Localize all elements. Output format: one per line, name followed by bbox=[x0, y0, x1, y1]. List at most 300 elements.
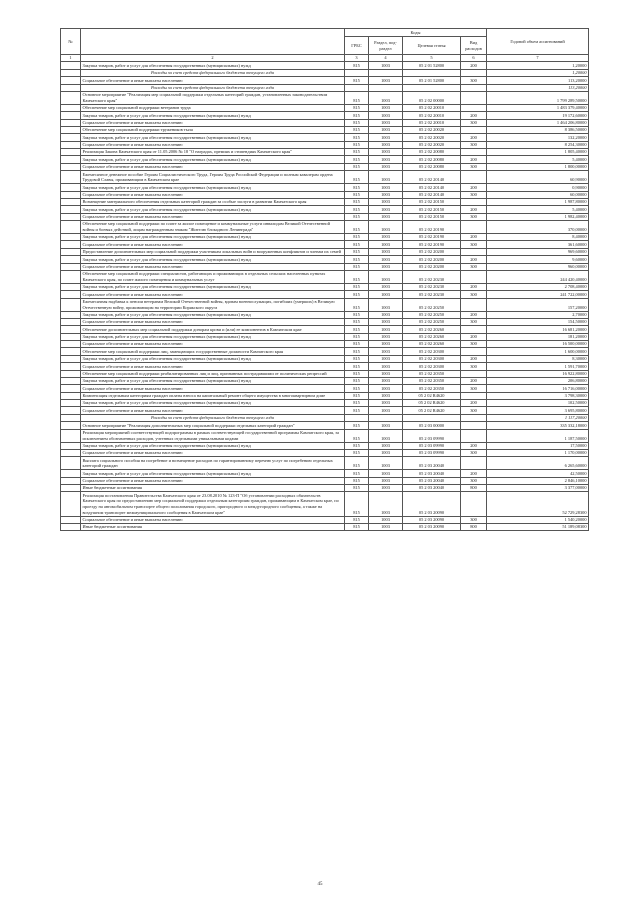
row-vid-cell bbox=[461, 221, 487, 234]
row-amount-cell: 1 600,00000 bbox=[487, 348, 589, 355]
row-grbs-cell: 815 bbox=[345, 422, 369, 429]
row-target-cell: 05 2 03 20040 bbox=[403, 457, 461, 470]
row-number-cell bbox=[61, 516, 81, 523]
row-amount-cell: 113,20000 bbox=[487, 77, 589, 84]
row-razdel-cell: 1003 bbox=[369, 104, 403, 111]
row-amount-cell: 16 922,80000 bbox=[487, 370, 589, 377]
row-grbs-cell: 815 bbox=[345, 477, 369, 484]
table-row bbox=[61, 291, 589, 298]
row-razdel-cell: 1003 bbox=[369, 400, 403, 407]
table-row bbox=[61, 163, 589, 170]
column-number: 4 bbox=[369, 55, 403, 62]
row-razdel-cell: 1003 bbox=[369, 156, 403, 163]
table-row bbox=[61, 470, 589, 477]
table-row bbox=[61, 77, 589, 84]
row-number-cell bbox=[61, 348, 81, 355]
row-amount-cell: 8 386,50000 bbox=[487, 126, 589, 133]
row-name-cell: Социальное обеспечение и иные выплаты населению bbox=[81, 385, 345, 392]
row-target-cell: 05 2 03 09990 bbox=[403, 449, 461, 456]
row-name-cell: Закупка товаров, работ и услуг для обеспечения государственных (муниципальных) нужд bbox=[81, 256, 345, 263]
row-name-cell: Расходы за счет средств федерального бюджета текущего года bbox=[81, 414, 345, 421]
row-grbs-cell: 815 bbox=[345, 485, 369, 492]
row-target-cell: 05 2 02 20140 bbox=[403, 184, 461, 191]
table-row bbox=[61, 256, 589, 263]
row-target-cell: 05 2 02 20190 bbox=[403, 241, 461, 248]
row-target-cell: 05 2 02 20300 bbox=[403, 363, 461, 370]
row-amount-cell: 16 716,00000 bbox=[487, 385, 589, 392]
row-grbs-cell: 815 bbox=[345, 213, 369, 220]
row-amount-cell: 17,50000 bbox=[487, 442, 589, 449]
row-vid-cell: 300 bbox=[461, 477, 487, 484]
row-vid-cell bbox=[461, 457, 487, 470]
row-number-cell bbox=[61, 126, 81, 133]
row-name-cell: Закупка товаров, работ и услуг для обеспечения государственных (муниципальных) нужд bbox=[81, 470, 345, 477]
row-number-cell bbox=[61, 341, 81, 348]
row-grbs-cell: 815 bbox=[345, 355, 369, 362]
row-grbs-cell: 815 bbox=[345, 241, 369, 248]
table-row bbox=[61, 198, 589, 205]
header-num: № bbox=[61, 29, 81, 55]
row-name-cell: Закупка товаров, работ и услуг для обеспечения государственных (муниципальных) нужд bbox=[81, 184, 345, 191]
row-target-cell: 05 2 02 20200 bbox=[403, 256, 461, 263]
row-vid-cell bbox=[461, 492, 487, 516]
row-amount-cell: 3 377,00000 bbox=[487, 485, 589, 492]
table-row bbox=[61, 241, 589, 248]
row-target-cell: 05 2 02 20140 bbox=[403, 191, 461, 198]
row-name-cell: Закупка товаров, работ и услуг для обеспечения государственных (муниципальных) нужд bbox=[81, 234, 345, 241]
row-number-cell bbox=[61, 283, 81, 290]
row-vid-cell: 200 bbox=[461, 355, 487, 362]
row-razdel-cell: 1003 bbox=[369, 385, 403, 392]
row-grbs-cell: 815 bbox=[345, 392, 369, 399]
table-row bbox=[61, 523, 589, 530]
row-name-cell: Закупка товаров, работ и услуг для обеспечения государственных (муниципальных) нужд bbox=[81, 377, 345, 384]
row-razdel-cell: 1003 bbox=[369, 429, 403, 442]
row-number-cell bbox=[61, 311, 81, 318]
row-number-cell bbox=[61, 370, 81, 377]
row-amount-cell: 102,50000 bbox=[487, 400, 589, 407]
row-grbs-cell: 815 bbox=[345, 149, 369, 156]
table-row bbox=[61, 341, 589, 348]
table-row bbox=[61, 84, 589, 91]
table-row bbox=[61, 385, 589, 392]
row-vid-cell bbox=[461, 422, 487, 429]
row-number-cell bbox=[61, 429, 81, 442]
row-name-cell: Социальное обеспечение и иные выплаты населению bbox=[81, 363, 345, 370]
row-amount-cell: 6 265,60000 bbox=[487, 457, 589, 470]
row-target-cell: 05 2 02 20250 bbox=[403, 318, 461, 325]
row-amount-cell: 8,30000 bbox=[487, 355, 589, 362]
row-amount-cell: 8,40000 bbox=[487, 234, 589, 241]
row-amount-cell: 2 846,10000 bbox=[487, 477, 589, 484]
header-grbs: ГРБС bbox=[345, 37, 369, 55]
row-razdel-cell: 1003 bbox=[369, 198, 403, 205]
row-razdel-cell: 1003 bbox=[369, 206, 403, 213]
row-target-cell: 05 2 02 20250 bbox=[403, 311, 461, 318]
row-grbs-cell: 815 bbox=[345, 470, 369, 477]
table-row bbox=[61, 318, 589, 325]
row-name-cell: Закупка товаров, работ и услуг для обеспечения государственных (муниципальных) нужд bbox=[81, 206, 345, 213]
row-vid-cell: 800 bbox=[461, 523, 487, 530]
table-row bbox=[61, 91, 589, 104]
row-name-cell: Социальное обеспечение и иные выплаты населению bbox=[81, 213, 345, 220]
row-target-cell: 05 2 03 09990 bbox=[403, 442, 461, 449]
row-number-cell bbox=[61, 442, 81, 449]
row-target-cell: 05 2 02 20350 bbox=[403, 385, 461, 392]
row-name-cell: Реализация мероприятий соответствующей подпрограммы в рамках соответствующей государственной программы Камчатского края, за исключением обозначенных расходов, учтенных отдельными уникальными кодами bbox=[81, 429, 345, 442]
row-name-cell: Закупка товаров, работ и услуг для обеспечения государственных (муниципальных) нужд bbox=[81, 112, 345, 119]
row-vid-cell: 300 bbox=[461, 141, 487, 148]
row-target-cell: 05 2 02 20250 bbox=[403, 298, 461, 311]
header-codes: Коды bbox=[345, 29, 487, 37]
header-target: Целевая статья bbox=[403, 37, 461, 55]
row-target-cell: 05 2 02 00000 bbox=[403, 91, 461, 104]
row-number-cell bbox=[61, 256, 81, 263]
row-target-cell: 05 2 02 20260 bbox=[403, 326, 461, 333]
row-amount-cell: 1 540,20000 bbox=[487, 516, 589, 523]
row-amount-cell: 132,20000 bbox=[487, 134, 589, 141]
row-grbs-cell bbox=[345, 414, 369, 421]
row-target-cell: 05 2 02 20190 bbox=[403, 221, 461, 234]
row-name-cell: Социальное обеспечение и иные выплаты населению bbox=[81, 77, 345, 84]
row-name-cell: Закупка товаров, работ и услуг для обеспечения государственных (муниципальных) нужд bbox=[81, 134, 345, 141]
row-number-cell bbox=[61, 104, 81, 111]
table-row bbox=[61, 477, 589, 484]
row-name-cell: Социальное обеспечение и иные выплаты населению bbox=[81, 291, 345, 298]
row-amount-cell: 60,90000 bbox=[487, 171, 589, 184]
row-target-cell: 05 2 02 20200 bbox=[403, 263, 461, 270]
table-row bbox=[61, 348, 589, 355]
row-amount-cell: 157,20000 bbox=[487, 298, 589, 311]
row-amount-cell: 181,20000 bbox=[487, 333, 589, 340]
row-amount-cell: 113,20000 bbox=[487, 84, 589, 91]
row-vid-cell bbox=[461, 370, 487, 377]
row-vid-cell: 300 bbox=[461, 341, 487, 348]
row-name-cell: Закупка товаров, работ и услуг для обеспечения государственных (муниципальных) нужд bbox=[81, 311, 345, 318]
table-row bbox=[61, 516, 589, 523]
row-name-cell: Реализация постановления Правительства Камчатского края от 23.08.2010 № 123-П "Об установлении расходных обязательств Камчатского края по предоставлению мер социальной поддержки отдельным категориям граждан, проживающим в Камчатском крае, по проезду на автомобильном транспорте общего пользования городского, пригородного и междугородного сообщения, а также на воздушном транспорте межмуниципального сообщения в Камчатском крае" bbox=[81, 492, 345, 516]
row-grbs-cell: 815 bbox=[345, 62, 369, 69]
row-razdel-cell: 1003 bbox=[369, 422, 403, 429]
row-grbs-cell: 815 bbox=[345, 442, 369, 449]
row-number-cell bbox=[61, 112, 81, 119]
row-target-cell: 05 2 03 20040 bbox=[403, 477, 461, 484]
row-razdel-cell: 1003 bbox=[369, 470, 403, 477]
row-number-cell bbox=[61, 392, 81, 399]
row-razdel-cell: 1003 bbox=[369, 485, 403, 492]
row-target-cell: 05 2 02 20020 bbox=[403, 126, 461, 133]
row-number-cell bbox=[61, 234, 81, 241]
row-number-cell bbox=[61, 355, 81, 362]
row-vid-cell: 800 bbox=[461, 485, 487, 492]
row-razdel-cell: 1003 bbox=[369, 134, 403, 141]
header-name bbox=[81, 29, 345, 55]
column-number: 2 bbox=[81, 55, 345, 62]
row-name-cell: Реализация Закона Камчатского края от 11.05.2006 № 18 "О наградах, премиях и стипендиях Камчатского края" bbox=[81, 149, 345, 156]
row-number-cell bbox=[61, 414, 81, 421]
table-row bbox=[61, 112, 589, 119]
row-name-cell: Иные бюджетные ассигнования bbox=[81, 523, 345, 530]
row-amount-cell: 370,00000 bbox=[487, 221, 589, 234]
row-vid-cell bbox=[461, 326, 487, 333]
row-name-cell: Предоставление дополнительных мер социальной поддержки участникам локальных войн и вооруженных конфликтов и членам их семей bbox=[81, 248, 345, 255]
row-vid-cell: 200 bbox=[461, 134, 487, 141]
row-razdel-cell: 1003 bbox=[369, 171, 403, 184]
row-amount-cell: 1 187,50000 bbox=[487, 429, 589, 442]
row-number-cell bbox=[61, 326, 81, 333]
row-number-cell bbox=[61, 407, 81, 414]
row-razdel-cell: 1003 bbox=[369, 126, 403, 133]
row-target-cell: 05 2 02 20150 bbox=[403, 213, 461, 220]
row-razdel-cell: 1003 bbox=[369, 377, 403, 384]
row-vid-cell bbox=[461, 298, 487, 311]
row-target-cell: 05 2 02 20260 bbox=[403, 341, 461, 348]
row-name-cell: Ежемесячная надбавка к пенсии ветеранам Великой Отечественной войны, вдовам военнослужащих, погибших (умерших) в Великую Отечественную войну, проживающим на территории Корякского округа bbox=[81, 298, 345, 311]
row-grbs-cell: 815 bbox=[345, 385, 369, 392]
row-amount-cell: 1 591,70000 bbox=[487, 363, 589, 370]
row-target-cell: 05 2 03 20040 bbox=[403, 470, 461, 477]
row-vid-cell: 300 bbox=[461, 516, 487, 523]
row-vid-cell: 200 bbox=[461, 234, 487, 241]
row-vid-cell: 300 bbox=[461, 385, 487, 392]
row-target-cell bbox=[403, 69, 461, 76]
row-razdel-cell: 1003 bbox=[369, 523, 403, 530]
row-name-cell: Социальное обеспечение и иные выплаты населению bbox=[81, 477, 345, 484]
row-target-cell: 05 2 03 20090 bbox=[403, 492, 461, 516]
row-number-cell bbox=[61, 62, 81, 69]
row-name-cell: Компенсация отдельным категориям граждан оплаты взноса на капитальный ремонт общего имущества в многоквартирном доме bbox=[81, 392, 345, 399]
table-row bbox=[61, 429, 589, 442]
row-amount-cell: 0,90000 bbox=[487, 184, 589, 191]
row-amount-cell: 5,40000 bbox=[487, 206, 589, 213]
row-number-cell bbox=[61, 221, 81, 234]
row-name-cell: Социальное обеспечение и иные выплаты населению bbox=[81, 141, 345, 148]
table-row bbox=[61, 221, 589, 234]
row-razdel-cell: 1003 bbox=[369, 442, 403, 449]
table-row bbox=[61, 171, 589, 184]
row-amount-cell: 16 681,20000 bbox=[487, 326, 589, 333]
row-name-cell: Возмещение материального обеспечения отдельных категорий граждан за особые заслуги в развитии Камчатского края bbox=[81, 198, 345, 205]
table-row bbox=[61, 414, 589, 421]
row-grbs-cell: 815 bbox=[345, 126, 369, 133]
table-header bbox=[61, 29, 589, 62]
row-grbs-cell: 815 bbox=[345, 311, 369, 318]
row-grbs-cell: 815 bbox=[345, 449, 369, 456]
column-number: 6 bbox=[461, 55, 487, 62]
row-vid-cell: 200 bbox=[461, 112, 487, 119]
table-row bbox=[61, 355, 589, 362]
row-razdel-cell: 1003 bbox=[369, 270, 403, 283]
row-razdel-cell: 1003 bbox=[369, 234, 403, 241]
row-number-cell bbox=[61, 213, 81, 220]
row-vid-cell: 200 bbox=[461, 311, 487, 318]
row-number-cell bbox=[61, 163, 81, 170]
row-razdel-cell: 1003 bbox=[369, 311, 403, 318]
row-amount-cell: 2,70000 bbox=[487, 311, 589, 318]
row-grbs-cell: 815 bbox=[345, 198, 369, 205]
row-vid-cell bbox=[461, 392, 487, 399]
row-grbs-cell: 815 bbox=[345, 341, 369, 348]
row-amount-cell: 9,60000 bbox=[487, 256, 589, 263]
table-row bbox=[61, 184, 589, 191]
row-amount-cell: 16 500,00000 bbox=[487, 341, 589, 348]
row-name-cell: Расходы за счет средств федерального бюджета текущего года bbox=[81, 69, 345, 76]
table-row bbox=[61, 333, 589, 340]
row-target-cell: 05 2 02 20230 bbox=[403, 270, 461, 283]
row-target-cell: 05 2 02 20020 bbox=[403, 134, 461, 141]
row-amount-cell: 1 982,40000 bbox=[487, 213, 589, 220]
budget-table-sheet bbox=[60, 28, 588, 531]
row-number-cell bbox=[61, 422, 81, 429]
row-number-cell bbox=[61, 206, 81, 213]
row-target-cell: 05 2 02 20150 bbox=[403, 198, 461, 205]
row-vid-cell: 200 bbox=[461, 400, 487, 407]
table-row bbox=[61, 422, 589, 429]
row-vid-cell: 200 bbox=[461, 156, 487, 163]
row-amount-cell: 1 170,00000 bbox=[487, 449, 589, 456]
table-row bbox=[61, 298, 589, 311]
row-number-cell bbox=[61, 270, 81, 283]
row-grbs-cell: 815 bbox=[345, 104, 369, 111]
table-row bbox=[61, 363, 589, 370]
row-number-cell bbox=[61, 385, 81, 392]
row-vid-cell bbox=[461, 348, 487, 355]
row-target-cell: 05 2 03 09990 bbox=[403, 429, 461, 442]
row-number-cell bbox=[61, 485, 81, 492]
row-grbs-cell: 815 bbox=[345, 156, 369, 163]
row-name-cell: Обеспечение дополнительных мер социальной поддержки донорам крови и (или) ее компонентов в Камчатском крае bbox=[81, 326, 345, 333]
row-number-cell bbox=[61, 84, 81, 91]
row-name-cell: Социальное обеспечение и иные выплаты населению bbox=[81, 407, 345, 414]
row-vid-cell bbox=[461, 198, 487, 205]
row-number-cell bbox=[61, 377, 81, 384]
row-name-cell: Обеспечение мер социальной поддержки ветеранов труда bbox=[81, 104, 345, 111]
row-number-cell bbox=[61, 523, 81, 530]
row-number-cell bbox=[61, 291, 81, 298]
column-number: 1 bbox=[61, 55, 81, 62]
row-grbs-cell: 815 bbox=[345, 516, 369, 523]
row-name-cell: Иные бюджетные ассигнования bbox=[81, 485, 345, 492]
row-target-cell: 05 2 02 R4620 bbox=[403, 400, 461, 407]
header-razdel: Раздел, под-раздел bbox=[369, 37, 403, 55]
row-number-cell bbox=[61, 248, 81, 255]
row-razdel-cell: 1003 bbox=[369, 191, 403, 198]
row-target-cell: 05 2 02 20020 bbox=[403, 141, 461, 148]
row-name-cell: Социальное обеспечение и иные выплаты населению bbox=[81, 516, 345, 523]
table-row bbox=[61, 206, 589, 213]
row-number-cell bbox=[61, 134, 81, 141]
row-vid-cell: 300 bbox=[461, 191, 487, 198]
row-grbs-cell: 815 bbox=[345, 248, 369, 255]
row-vid-cell: 300 bbox=[461, 77, 487, 84]
row-vid-cell: 200 bbox=[461, 470, 487, 477]
row-number-cell bbox=[61, 171, 81, 184]
row-amount-cell: 1 805,40000 bbox=[487, 149, 589, 156]
row-target-cell: 05 2 02 20300 bbox=[403, 348, 461, 355]
row-razdel-cell: 1003 bbox=[369, 184, 403, 191]
row-name-cell: Основное мероприятие "Реализация дополнительных мер социальной поддержки отдельных категорий граждан" bbox=[81, 422, 345, 429]
table-row bbox=[61, 69, 589, 76]
row-grbs-cell: 815 bbox=[345, 326, 369, 333]
row-grbs-cell: 815 bbox=[345, 134, 369, 141]
table-row bbox=[61, 407, 589, 414]
table-row bbox=[61, 311, 589, 318]
row-name-cell: Социальное обеспечение и иные выплаты населению bbox=[81, 318, 345, 325]
row-vid-cell: 300 bbox=[461, 363, 487, 370]
table-row bbox=[61, 126, 589, 133]
row-target-cell: 05 2 01 52800 bbox=[403, 62, 461, 69]
row-grbs-cell: 815 bbox=[345, 191, 369, 198]
row-vid-cell bbox=[461, 429, 487, 442]
row-vid-cell bbox=[461, 248, 487, 255]
row-vid-cell: 200 bbox=[461, 442, 487, 449]
row-number-cell bbox=[61, 400, 81, 407]
row-number-cell bbox=[61, 470, 81, 477]
row-name-cell: Закупка товаров, работ и услуг для обеспечения государственных (муниципальных) нужд bbox=[81, 62, 345, 69]
row-razdel-cell: 1003 bbox=[369, 91, 403, 104]
row-razdel-cell: 1003 bbox=[369, 213, 403, 220]
row-number-cell bbox=[61, 191, 81, 198]
row-vid-cell: 300 bbox=[461, 241, 487, 248]
row-target-cell: 05 2 01 52800 bbox=[403, 77, 461, 84]
row-amount-cell: 51 189,08300 bbox=[487, 523, 589, 530]
row-amount-cell: 1 800,00000 bbox=[487, 163, 589, 170]
table-row bbox=[61, 485, 589, 492]
row-target-cell: 05 2 03 20090 bbox=[403, 516, 461, 523]
row-amount-cell: 154,50000 bbox=[487, 318, 589, 325]
table-row bbox=[61, 263, 589, 270]
table-row bbox=[61, 283, 589, 290]
row-name-cell: Социальное обеспечение и иные выплаты населению bbox=[81, 241, 345, 248]
row-grbs-cell: 815 bbox=[345, 407, 369, 414]
row-name-cell: Выплата социального пособия на погребение и возмещение расходов по гарантированному перечню услуг по погребению отдельных категорий граждан bbox=[81, 457, 345, 470]
row-amount-cell: 1,20000 bbox=[487, 69, 589, 76]
row-grbs-cell: 815 bbox=[345, 363, 369, 370]
row-vid-cell bbox=[461, 414, 487, 421]
row-amount-cell: 960,00000 bbox=[487, 263, 589, 270]
row-number-cell bbox=[61, 477, 81, 484]
row-vid-cell bbox=[461, 84, 487, 91]
row-grbs-cell: 815 bbox=[345, 377, 369, 384]
row-razdel-cell: 1003 bbox=[369, 119, 403, 126]
column-number: 7 bbox=[487, 55, 589, 62]
row-name-cell: Обеспечение мер социальной поддержки тружеников тыла bbox=[81, 126, 345, 133]
row-number-cell bbox=[61, 492, 81, 516]
table-row bbox=[61, 213, 589, 220]
table-row bbox=[61, 248, 589, 255]
table-row bbox=[61, 392, 589, 399]
row-razdel-cell: 1003 bbox=[369, 407, 403, 414]
table-row bbox=[61, 119, 589, 126]
header-amount: Годовой объем ассигнований bbox=[487, 29, 589, 55]
row-grbs-cell: 815 bbox=[345, 283, 369, 290]
row-vid-cell: 300 bbox=[461, 263, 487, 270]
row-name-cell: Закупка товаров, работ и услуг для обеспечения государственных (муниципальных) нужд bbox=[81, 442, 345, 449]
row-amount-cell: 52 729,28300 bbox=[487, 492, 589, 516]
row-target-cell: 05 2 03 20090 bbox=[403, 523, 461, 530]
row-number-cell bbox=[61, 449, 81, 456]
row-target-cell: 05 2 02 20140 bbox=[403, 171, 461, 184]
row-amount-cell: 244 420,40000 bbox=[487, 270, 589, 283]
row-target-cell: 05 2 02 R4620 bbox=[403, 407, 461, 414]
table-row bbox=[61, 156, 589, 163]
table-row bbox=[61, 442, 589, 449]
row-target-cell bbox=[403, 414, 461, 421]
row-razdel-cell: 1003 bbox=[369, 248, 403, 255]
table-row bbox=[61, 377, 589, 384]
row-grbs-cell: 815 bbox=[345, 256, 369, 263]
row-target-cell: 05 2 02 20010 bbox=[403, 112, 461, 119]
